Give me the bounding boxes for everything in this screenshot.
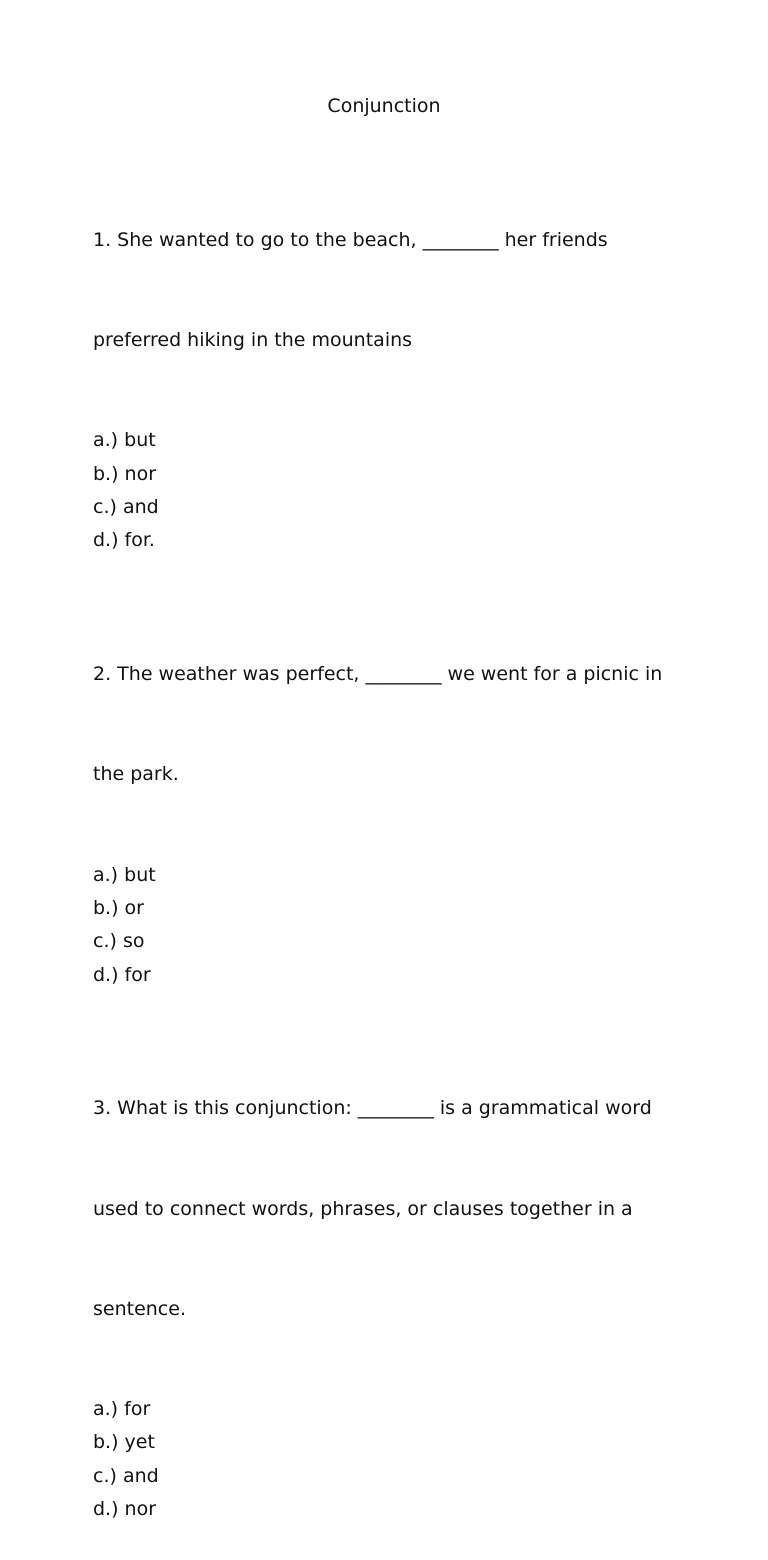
- question-text-line: 3. What is this conjunction: ________ is a grammatical word: [93, 1097, 652, 1120]
- question-text-line: preferred hiking in the mountains: [93, 329, 413, 352]
- answer-option-b: b.) nor: [93, 462, 157, 485]
- question-2: [93, 591, 693, 992]
- question-text-line: sentence.: [93, 1297, 186, 1320]
- answer-option-c: c.) and: [93, 496, 159, 519]
- question-text-line: 2. The weather was perfect, ________ we went for a picnic in: [93, 663, 663, 686]
- question-text-line: used to connect words, phrases, or clauses together in a: [93, 1197, 633, 1220]
- question-text: [93, 591, 693, 858]
- answer-option-b: b.) or: [93, 896, 144, 919]
- question-text-line: 1. She wanted to go to the beach, ________ her friends: [93, 228, 608, 251]
- question-list: [93, 157, 693, 1560]
- question-text: [93, 1026, 693, 1393]
- answer-option-a: a.) for: [93, 1398, 151, 1420]
- question-text-line: the park.: [93, 763, 179, 786]
- answer-option-b: b.) yet: [93, 1431, 155, 1454]
- answer-option-d: d.) for: [93, 963, 151, 986]
- answer-option-d: d.) nor: [93, 1498, 157, 1521]
- answer-options: [93, 1393, 693, 1527]
- answer-options: [93, 859, 693, 993]
- page-title: Conjunction: [327, 95, 441, 117]
- answer-option-d: d.) for.: [93, 529, 155, 552]
- answer-option-a: a.) but: [93, 429, 156, 452]
- question-text: [93, 157, 693, 424]
- question-1: [93, 157, 693, 558]
- answer-options: [93, 424, 693, 558]
- answer-option-c: c.) and: [93, 1464, 159, 1487]
- question-3: [93, 1026, 693, 1527]
- answer-option-a: a.) but: [93, 863, 156, 886]
- answer-option-c: c.) so: [93, 930, 145, 953]
